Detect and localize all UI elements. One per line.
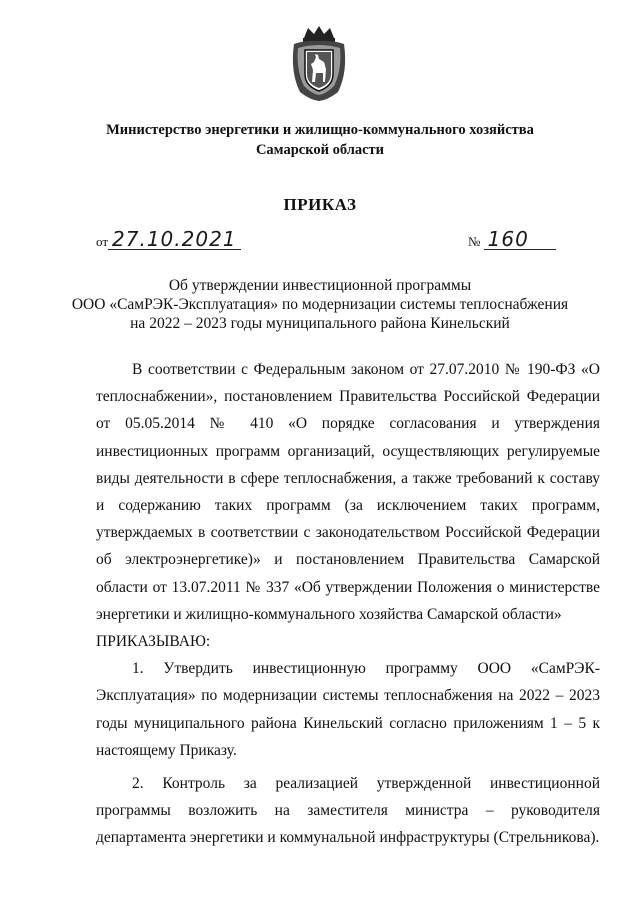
item-2-paragraph: 2. Контроль за реализацией утвержденной инвестиционной программы возложить на заместителя министра – руководителя департамента энергетики и коммунальной инфраструктуры (Стрельникова).: [96, 775, 600, 847]
ministry-line-2: Самарской области: [255, 142, 385, 158]
number-prefix: №: [468, 234, 481, 249]
order-subject: [60, 276, 580, 333]
directive-text: ПРИКАЗЫВАЮ:: [96, 633, 211, 651]
subject-line-3: на 2022 – 2023 годы муниципального района Кинельский: [130, 315, 510, 332]
subject-line-1: Об утверждении инвестиционной программы: [168, 277, 472, 294]
coat-of-arms-icon: [286, 24, 352, 102]
subject-line-2: ООО «СамРЭК-Эксплуатация» по модернизации системы теплоснабжения: [71, 296, 569, 313]
order-title: ПРИКАЗ: [283, 195, 357, 214]
preamble-paragraph: В соответствии с Федеральным законом от 27.07.2010 № 190-ФЗ «О теплоснабжении», постановлением Правительства Российской Федерации от 05.05.2014 № 410 «О порядке согласования и утверждения инвестиционных программ организаций, осуществляющих регулируемые виды деятельности в сфере теплоснабжения, а также требований к составу и содержанию таких программ (за исключением таких программ, утверждаемых в соответствии с законодательством Российской Федерации об электроэнергетике)» и постановлением Правительства Самарской области от 13.07.2011 № 337 «Об утверждении Положения о министерстве энергетики и жилищно-коммунального хозяйства Самарской области»: [96, 361, 600, 623]
date-prefix: от: [96, 234, 109, 249]
ministry-line-1: Министерство энергетики и жилищно-коммунального хозяйства: [106, 122, 534, 138]
handwritten-date: 27.10.2021: [108, 229, 241, 250]
ministry-name: [60, 120, 580, 160]
item-1-paragraph: 1. Утвердить инвестиционную программу ООО «СамРЭК-Эксплуатация» по модернизации системы теплоснабжения на 2022 – 2023 годы муниципального района Кинельский согласно приложениям 1 – 5 к настоящему Приказу.: [96, 660, 600, 759]
order-date: [96, 229, 241, 250]
order-number: [468, 229, 556, 250]
order-body: [96, 356, 600, 852]
handwritten-number: 160: [484, 229, 556, 250]
